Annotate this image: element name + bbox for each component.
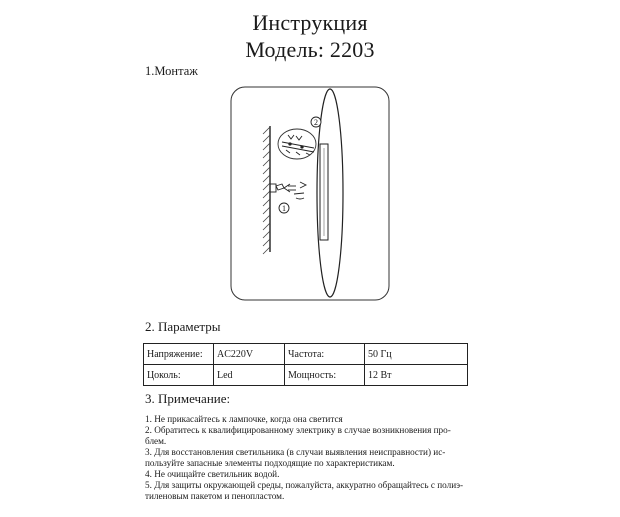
parameters-table (143, 343, 468, 386)
diagram-frame (231, 87, 389, 300)
step-label-1: 1 (282, 204, 286, 214)
step-label-2: 2 (314, 118, 318, 128)
power-label: Мощность: (285, 365, 365, 386)
note-line: 4. Не очищайте светильник водой. (145, 469, 280, 479)
note-line: тиленовым пакетом и пенопластом. (145, 491, 285, 501)
installation-diagram (230, 86, 390, 301)
installation-heading: 1.Монтаж (145, 64, 198, 78)
document-title: Инструкция (252, 10, 368, 35)
note-line: 3. Для восстановления светильника (в случаи выявления неисправности) ис- (145, 447, 446, 457)
note-line: пользуйте запасные элементы подходящие по характеристикам. (145, 458, 395, 468)
model-number: Модель: 2203 (245, 37, 375, 62)
frequency-value: 50 Гц (365, 344, 468, 365)
note-line: 5. Для защиты окружающей среды, пожалуйста, аккуратно обращайтесь с полиэ- (145, 480, 464, 490)
power-value: 12 Вт (365, 365, 468, 386)
notes-heading: 3. Примечание: (145, 391, 231, 406)
parameters-heading: 2. Параметры (145, 319, 221, 334)
frequency-label: Частота: (285, 344, 365, 365)
wall-anchors (270, 182, 306, 199)
mounting-plate-detail (282, 135, 314, 155)
table-row (144, 344, 468, 365)
note-line: 1. Не прикасайтесь к лампочке, когда она светится (145, 414, 343, 424)
voltage-value: AC220V (214, 344, 285, 365)
voltage-label: Напряжение: (144, 344, 214, 365)
note-line: 2. Обратитесь к квалифицированному электрику в случае возникновения про- (145, 425, 451, 435)
notes-list (145, 414, 475, 502)
wall-hatching (263, 127, 270, 254)
note-line: блем. (145, 436, 167, 446)
socket-label: Цоколь: (144, 365, 214, 386)
table-row (144, 365, 468, 386)
detail-bubble (278, 129, 316, 159)
socket-value: Led (214, 365, 285, 386)
